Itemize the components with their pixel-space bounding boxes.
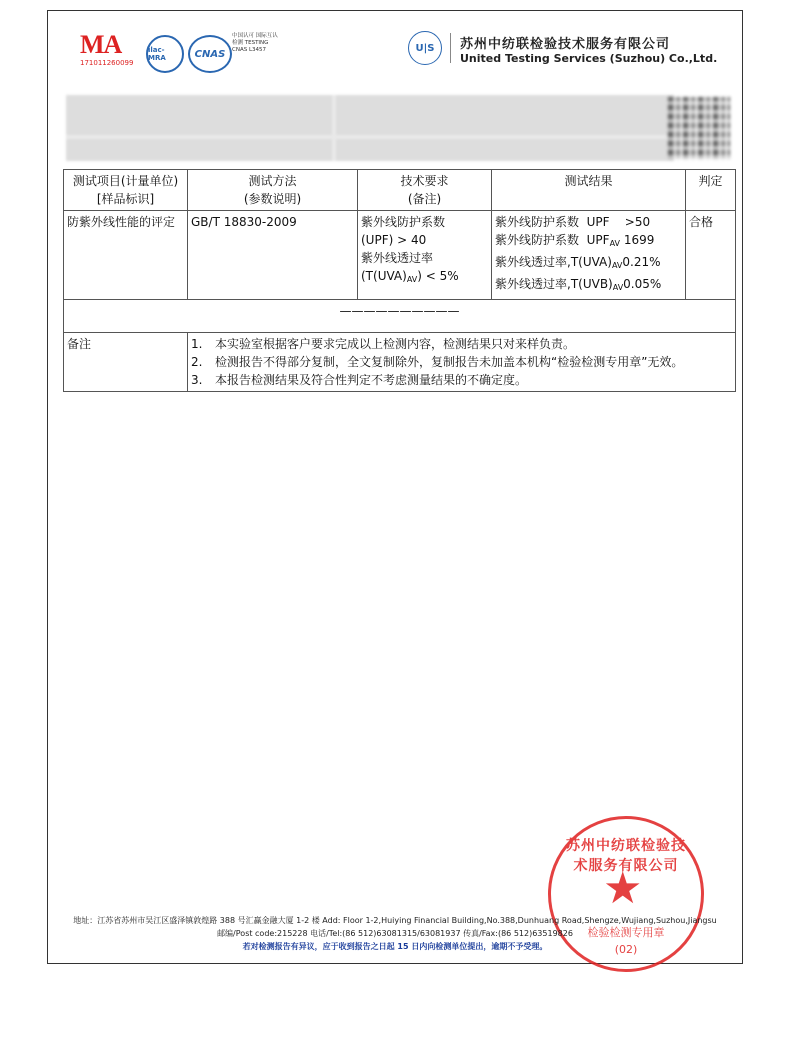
result-text: 0.05% <box>623 277 662 291</box>
footer-objection-notice: 若对检测报告有异议，应于收到报告之日起 15 日内向检测单位提出，逾期不予受理。 <box>242 942 548 951</box>
note-item <box>191 335 732 353</box>
req-line: 紫外线透过率 <box>361 251 434 265</box>
result-line: 紫外线防护系数 UPF >50 <box>495 215 651 229</box>
redacted-info-band <box>66 95 674 161</box>
result-subscript: AV <box>609 239 620 248</box>
header-requirement <box>358 170 492 211</box>
result-line <box>495 275 682 297</box>
result-text: 0.21% <box>622 255 661 269</box>
req-subscript: AV <box>406 275 418 284</box>
header-remarks-label: (备注) <box>407 192 442 206</box>
table-header-row <box>64 170 736 211</box>
stamp-number: (02) <box>614 943 638 956</box>
note-text: 本实验室根据客户要求完成以上检测内容，检测结果只对来样负责。 <box>215 337 576 351</box>
cell-result <box>492 211 686 300</box>
report-footer <box>48 914 742 953</box>
header-judgement: 判定 <box>686 170 736 211</box>
header-test-method <box>188 170 358 211</box>
stamp-seal-type: 检验检测专用章 <box>587 926 665 939</box>
cnas-caption: 中国认可 国际互认 检测 TESTING CNAS L3457 <box>232 33 278 53</box>
note-text: 本报告检测结果及符合性判定不考虑测量结果的不确定度。 <box>215 373 528 387</box>
note-number: 2. <box>191 355 203 369</box>
stamp-company-name: 苏州中纺联检验技术服务有限公司 <box>566 838 686 874</box>
req-text: (T(UVA) <box>361 269 407 283</box>
note-number: 3. <box>191 373 203 387</box>
header-param-label: (参数说明) <box>243 192 302 206</box>
result-text: 紫外线透过率,T(UVA) <box>495 255 612 269</box>
cell-requirement <box>358 211 492 300</box>
result-text: 紫外线透过率,T(UVB) <box>495 277 613 291</box>
cma-number: 171011260099 <box>80 59 134 67</box>
table-end-dash: —————————— <box>64 300 736 333</box>
notes-row <box>64 333 736 392</box>
note-text: 检测报告不得部分复制，全文复制除外，复制报告未加盖本机构“检验检测专用章”无效。 <box>215 355 684 369</box>
header-result: 测试结果 <box>492 170 686 211</box>
table-row <box>64 211 736 300</box>
req-line <box>361 267 488 289</box>
redacted-cell <box>66 95 332 135</box>
uts-logo-icon: U|S <box>408 31 442 65</box>
ilac-mra-logo: ilac-MRA <box>146 35 184 73</box>
header-test-item <box>64 170 188 211</box>
cell-judgement: 合格 <box>686 211 736 300</box>
company-name-cn: 苏州中纺联检验技术服务有限公司 <box>460 37 671 52</box>
report-page <box>47 10 743 964</box>
qr-code-icon <box>668 97 730 159</box>
table-end-row <box>64 300 736 333</box>
header-requirement-label: 技术要求 <box>400 174 449 188</box>
redacted-cell <box>66 139 332 161</box>
note-item <box>191 371 732 389</box>
header-divider <box>450 33 451 63</box>
result-subscript: AV <box>611 261 623 270</box>
req-line: 紫外线防护系数 <box>361 215 446 229</box>
star-icon: ★ <box>603 863 643 914</box>
header-test-item-label: 测试项目(计量单位) <box>72 174 179 188</box>
notes-content <box>188 333 736 392</box>
req-line: (UPF) > 40 <box>361 233 427 247</box>
footer-contact: 邮编/Post code:215228 电话/Tel:(86 512)63081315/63081937 传真/Fax:(86 512)63519826 <box>217 929 573 938</box>
cnas-logo: CNAS <box>188 35 232 73</box>
cma-mark: MA <box>80 30 122 59</box>
notes-label: 备注 <box>64 333 188 392</box>
company-name-en: United Testing Services (Suzhou) Co.,Ltd. <box>460 52 718 65</box>
header-sample-id-label: [样品标识] <box>96 192 155 206</box>
test-results-table <box>63 169 736 392</box>
note-number: 1. <box>191 337 203 351</box>
redacted-cell <box>336 95 674 135</box>
req-text: ) < 5% <box>417 269 459 283</box>
cell-test-item: 防紫外线性能的评定 <box>64 211 188 300</box>
cma-logo <box>80 31 136 68</box>
redacted-cell <box>336 139 674 161</box>
result-line <box>495 253 682 275</box>
result-text: 紫外线防护系数 UPF <box>495 233 610 247</box>
footer-address: 地址：江苏省苏州市吴江区盛泽镇敦煌路 388 号汇赢金融大厦 1-2 楼 Add: Floor 1-2,Huiying Financial Building,No.388,Dunhuang Road,Shengze,Wujiang,Suzhou,Jiangsu <box>73 916 717 925</box>
cell-test-method: GB/T 18830-2009 <box>188 211 358 300</box>
note-item <box>191 353 732 371</box>
header-method-label: 测试方法 <box>248 174 297 188</box>
result-subscript: AV <box>612 283 624 292</box>
result-text: 1699 <box>620 233 655 247</box>
result-line <box>495 231 682 253</box>
